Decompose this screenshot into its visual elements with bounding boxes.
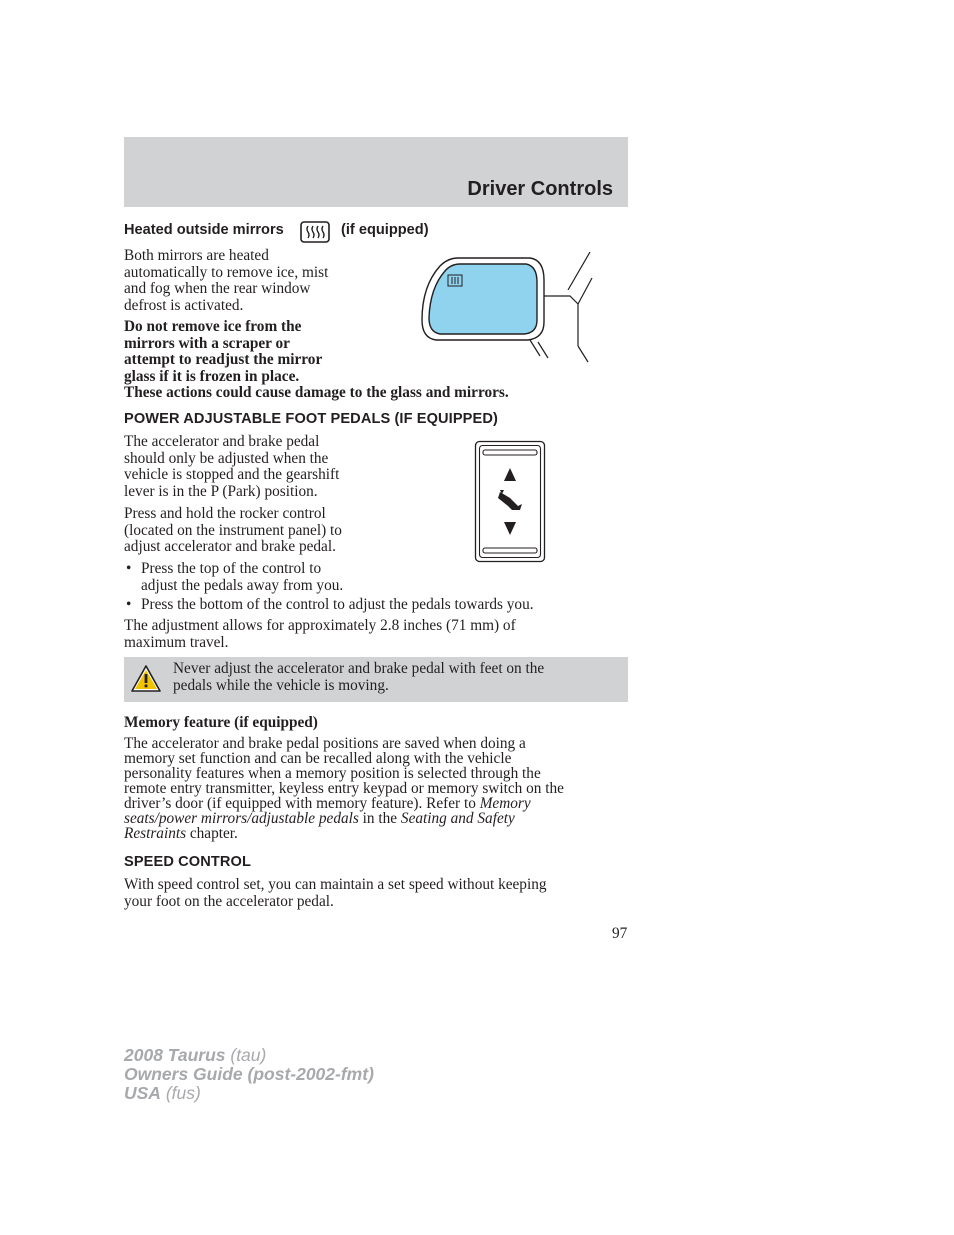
pedals-heading: POWER ADJUSTABLE FOOT PEDALS (IF EQUIPPED) bbox=[124, 411, 498, 427]
heated-mirrors-warning: Do not remove ice from the mirrors with a scraper or attempt to readjust the mirror glass if it is frozen in place. These actions could cause damage to the glass and mirrors. bbox=[124, 318, 509, 401]
heated-mirror-illustration bbox=[418, 250, 598, 368]
memory-paragraph: The accelerator and brake pedal positions are saved when doing a memory set function and can be recalled along with the vehicle personality features when a memory position is selected through the remote entry transmitter, keyless entry keypad or memory switch on the driver’s door (if equipped with memory feature). Refer to Memory seats/power mirrors/adjustable pedals in the Seating and Safety Restraints chapter. bbox=[124, 735, 564, 842]
heated-mirrors-heading-right: (if equipped) bbox=[341, 222, 429, 238]
pedals-paragraph-2: Press and hold the rocker control (located on the instrument panel) to adjust accelerator and brake pedal. bbox=[124, 505, 342, 555]
page-number: 97 bbox=[612, 925, 628, 942]
section-title: Driver Controls bbox=[467, 178, 613, 200]
pedal-rocker-switch-illustration bbox=[474, 440, 546, 564]
speed-control-heading: SPEED CONTROL bbox=[124, 854, 251, 870]
heated-mirrors-paragraph: Both mirrors are heated automatically to remove ice, mist and fog when the rear window defrost is activated. bbox=[124, 247, 329, 314]
memory-heading: Memory feature (if equipped) bbox=[124, 714, 318, 731]
speed-control-paragraph: With speed control set, you can maintain a set speed without keeping your foot on the accelerator pedal. bbox=[124, 876, 547, 910]
warning-text: Never adjust the accelerator and brake pedal with feet on the pedals while the vehicle is moving. bbox=[173, 660, 545, 694]
pedals-paragraph-3: The adjustment allows for approximately 2.8 inches (71 mm) of maximum travel. bbox=[124, 617, 516, 651]
rear-defrost-icon bbox=[300, 221, 330, 243]
pedals-paragraph-1: The accelerator and brake pedal should only be adjusted when the vehicle is stopped and the gearshift lever is in the P (Park) position. bbox=[124, 433, 340, 500]
document-footer: 2008 Taurus (tau) Owners Guide (post-2002-fmt) USA (fus) bbox=[124, 1045, 374, 1103]
warning-triangle-icon bbox=[130, 664, 162, 693]
warning-box bbox=[124, 657, 628, 702]
section-header-bar bbox=[124, 137, 628, 207]
heated-mirrors-heading-left: Heated outside mirrors bbox=[124, 222, 284, 238]
